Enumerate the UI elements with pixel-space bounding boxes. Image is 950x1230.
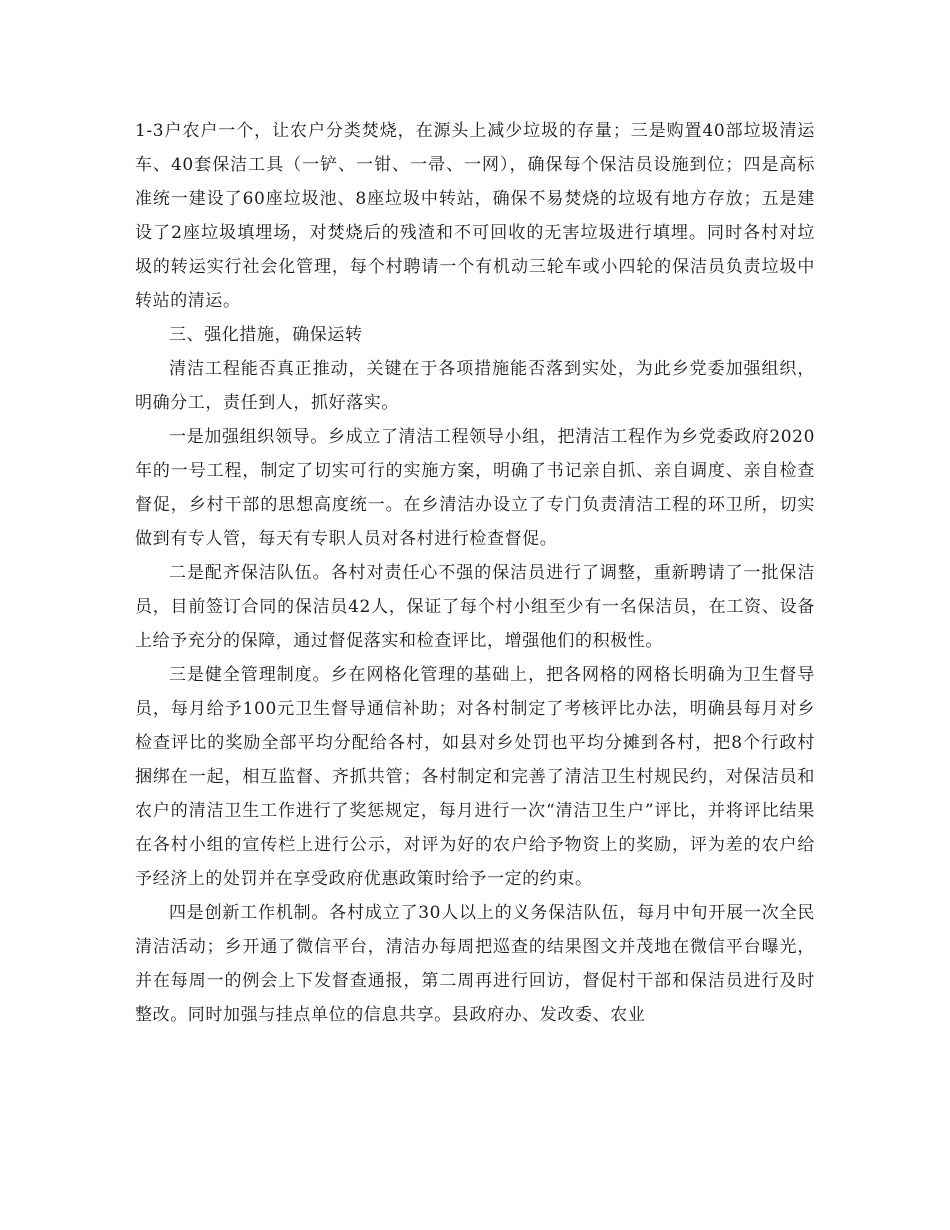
document-page [135,114,815,1032]
paragraph-organization: 一是加强组织领导。乡成立了清洁工程领导小组，把清洁工程作为乡党委政府2020年的一号工程，制定了切实可行的实施方案，明确了书记亲自抓、亲自调度、亲自检查督促，乡村干部的思想高度统一。在乡清洁办设立了专门负责清洁工程的环卫所，切实做到有专人管，每天有专职人员对各村进行检查督促。 [135,427,815,549]
paragraph-1: 1-3户农户一个，让农户分类焚烧，在源头上减少垃圾的存量；三是购置40部垃圾清运车、40套保洁工具（一铲、一钳、一帚、一网），确保每个保洁员设施到位；四是高标准统一建设了60座垃圾池、8座垃圾中转站，确保不易焚烧的垃圾有地方存放；五是建设了2座垃圾填埋场，对焚烧后的残渣和不可回收的无害垃圾进行填埋。同时各村对垃圾的转运实行社会化管理，每个村聘请一个有机动三轮车或小四轮的保洁员负责垃圾中转站的清运。 [135,121,815,311]
paragraph-team: 二是配齐保洁队伍。各村对责任心不强的保洁员进行了调整，重新聘请了一批保洁员，目前签订合同的保洁员42人，保证了每个村小组至少有一名保洁员，在工资、设备上给予充分的保障，通过督促落实和检查评比，增强他们的积极性。 [135,563,815,651]
paragraph-management: 三是健全管理制度。乡在网格化管理的基础上，把各网格的网格长明确为卫生督导员，每月给予100元卫生督导通信补助；对各村制定了考核评比办法，明确县每月对乡检查评比的奖励全部平均分配给各村，如县对乡处罚也平均分摊到各村，把8个行政村捆绑在一起，相互监督、齐抓共管；各村制定和完善了清洁卫生村规民约，对保洁员和农户的清洁卫生工作进行了奖惩规定，每月进行一次“清洁卫生户”评比，并将评比结果在各村小组的宣传栏上进行公示，对评为好的农户给予物资上的奖励，评为差的农户给予经济上的处罚并在享受政府优惠政策时给予一定的约束。 [135,665,815,889]
paragraph-mechanism: 四是创新工作机制。各村成立了30人以上的义务保洁队伍，每月中旬开展一次全民清洁活动；乡开通了微信平台，清洁办每周把巡查的结果图文并茂地在微信平台曝光，并在每周一的例会上下发督查通报，第二周再进行回访，督促村干部和保洁员进行及时整改。同时加强与挂点单位的信息共享。县政府办、发改委、农业 [135,903,815,1025]
paragraph-intro: 清洁工程能否真正推动，关键在于各项措施能否落到实处，为此乡党委加强组织，明确分工，责任到人，抓好落实。 [135,359,815,413]
section-heading: 三、强化措施，确保运转 [169,325,363,345]
